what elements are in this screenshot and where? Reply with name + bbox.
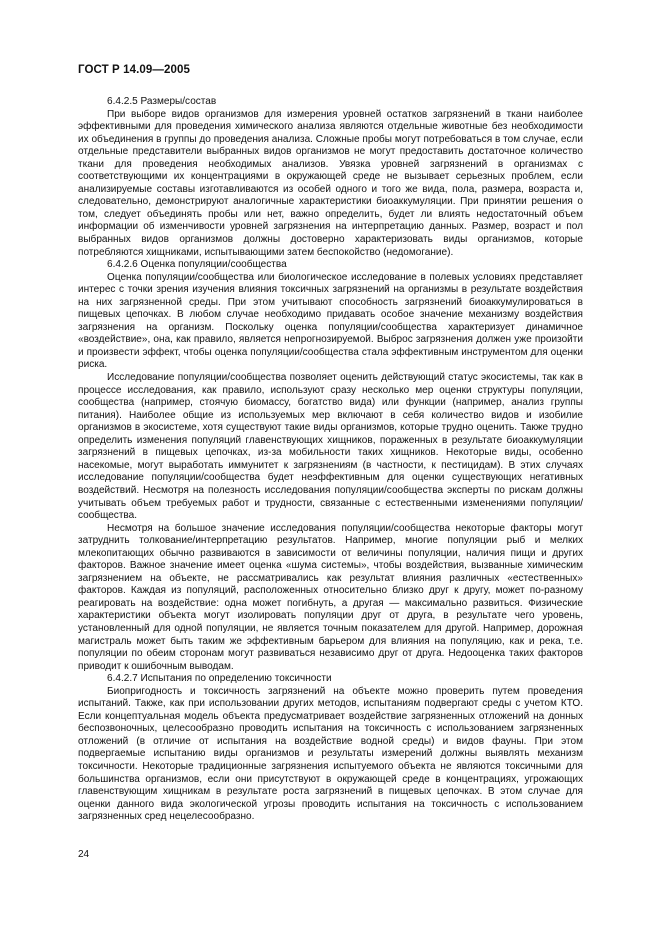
paragraph: Исследование популяции/сообщества позволяет оценить действующий статус экосистемы, так как в процессе исследования, как правило, используют сразу несколько мер оценки структуры популяции, сообщества (например, стоячую биомассу, богатство вида) или функции (например, анализ группы питания). Наиболее общие из используемых мер включают в себя количество видов и изобилие организмов в экосистеме, хотя существуют такие виды организмов, которые трудно оценить. Также трудно определить изменения популяций главенствующих хищников, пораженных в результате биоаккумуляции загрязнений в пищевых цепочках, из-за мобильности таких хищников. Некоторые виды, особенно насекомые, могут выработать иммунитет к загрязнениям (в частности, к пестицидам). В этих случаях исследование популяции/сообщества будет неэффективным для оценки существующих негативных воздействий. Несмотря на полезность исследования популяции/сообщества эксперты по рискам должны учитывать объем требуемых работ и трудности, связанные с естественными изменениями популяции/сообщества. bbox=[78, 372, 583, 522]
section-heading-6-4-2-7: 6.4.2.7 Испытания по определению токсичности bbox=[107, 673, 332, 685]
page-number: 24 bbox=[78, 849, 90, 860]
paragraph: Биопригодность и токсичность загрязнений на объекте можно проверить путем проведения испытаний. Также, как при использовании других методов, испытаниям подвергают среды с учетом КТО. Если концептуальная модель объекта предусматривает воздействие загрязненных отложений на донных беспозвоночных, целесообразно проводить испытания на токсичность с использованием загрязненных отложений (в отличие от испытания на воздействие водной среды) и видов фауны. При этом подвергаемые испытанию виды организмов и результаты измерений должны выявлять механизм токсичности. Некоторые традиционные загрязнения испытуемого объекта не являются токсичными для большинства организмов, если они присутствуют в окружающей среде в концентрациях, угрожающих главенствующим хищникам в результате роста загрязнений в пищевых цепочках. В этом случае для оценки данного вида экологической угрозы проводить испытания на токсичность с использованием загрязненных сред нецелесообразно. bbox=[78, 685, 583, 823]
paragraph: Оценка популяции/сообщества или биологическое исследование в полевых условиях представляет интерес с точки зрения изучения влияния токсичных загрязнений на организмы в результате воздействия на них загрязненной среды. При этом учитывают способность загрязнений биоаккумулироваться в пищевых цепочках. В любом случае необходимо придавать особое значение механизму воздействия загрязнения на организм. Поскольку оценка популяции/сообщества характеризует динамичное «воздействие», она, как правило, является непрогнозируемой. Выброс загрязнения должен уже произойти и произвести эффект, чтобы оценка популяции/сообщества стала эффективным инструментом для оценки риска. bbox=[78, 271, 583, 371]
paragraph: Несмотря на большое значение исследования популяции/сообщества некоторые факторы могут затруднить толкование/интерпретацию результатов. Например, многие популяции рыб и мелких млекопитающих обычно развиваются в зависимости от величины популяции, наличия пищи и других факторов. Важное значение имеет оценка «шума системы», чтобы воздействия, вызванные химическим загрязнением на объекте, не рассматривались как результат влияния различных «естественных» факторов. Каждая из популяций, расположенных относительно близко друг к другу, может по-разному реагировать на воздействие: одна может погибнуть, а другая — максимально развиться. Физические характеристики объекта могут изолировать популяции друг от друга, в результате чего уровень, установленный для одной популяции, не является точным показателем для другой. Например, дорожная магистраль может быть таким же эффективным барьером для влияния на популяцию, как и река, т.е. популяции по обеим сторонам могут развиваться независимо друг от друга. Недооценка таких факторов приводит к ошибочным выводам. bbox=[78, 522, 583, 672]
document-body bbox=[78, 96, 583, 824]
standard-id-header: ГОСТ Р 14.09—2005 bbox=[78, 64, 190, 76]
paragraph: При выборе видов организмов для измерения уровней остатков загрязнений в ткани наиболее эффективными для проведения химического анализа являются отдельные животные без необходимости их объединения в группы до проведения анализа. Сложные пробы могут потребоваться в том случае, если отдельные представители выбранных видов организмов не могут предоставить достаточное количество ткани для проведения необходимых анализов. Увязка уровней загрязнений в организмах с соответствующими их концентрациями в окружающей среде не вызывает серьезных проблем, если анализируемые составы изготавливаются из особей одного и того же вида, пола, размера, возраста и, следовательно, демонстрируют аналогичные характеристики биоаккумуляции. При принятии решения о том, следует объединять пробы или нет, важно определить, будет ли влиять недостаточный объем информации об изменчивости уровней загрязнения на интерпретацию данных. Размер, возраст и пол выбранных видов организмов должны достоверно характеризовать виды организмов, которые потребляются хищниками, испытывающими затем беспокойство (недомогание). bbox=[78, 108, 583, 258]
section-heading-6-4-2-6: 6.4.2.6 Оценка популяции/сообщества bbox=[107, 259, 287, 271]
section-heading-6-4-2-5: 6.4.2.5 Размеры/состав bbox=[107, 96, 217, 107]
